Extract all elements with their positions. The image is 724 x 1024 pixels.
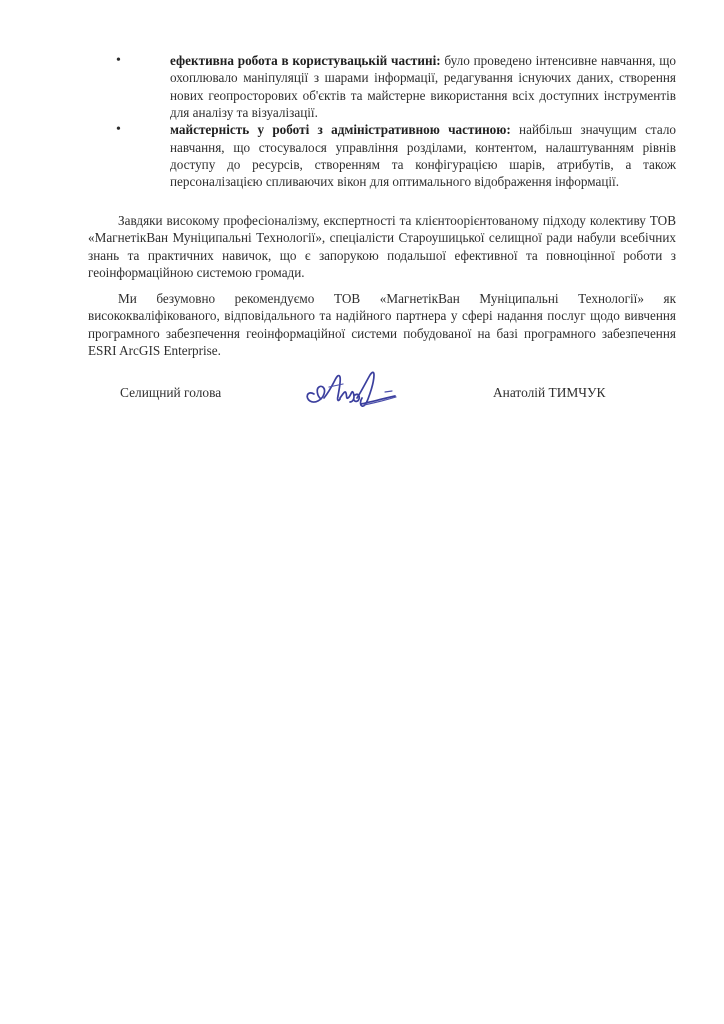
- signatory-role: Селищний голова: [120, 385, 222, 400]
- list-item-lead: ефективна робота в користувацькій частині:: [170, 53, 441, 68]
- signature-block: [88, 384, 676, 424]
- body-paragraph: Ми безумовно рекомендуємо ТОВ «МагнетікВан Муніципальні Технології» як висококваліфікованого, відповідального та надійного партнера у сфері надання послуг щодо вивчення програмного забезпечення геоінформаційної системи побудованої на базі програмного забезпечення ESRI ArcGIS Enterprise.: [88, 291, 676, 359]
- bullet-point-icon: •: [116, 53, 121, 68]
- list-item-lead: майстерність у роботі з адміністративною частиною:: [170, 122, 511, 138]
- signatory-name: Анатолій ТИМЧУК: [493, 385, 606, 400]
- list-item-text: було проведено інтенсивне навчання, що охоплювало маніпуляції з шарами інформації, редагування існуючих даних, створення нових геопросторових об'єктів та майстерне використання всіх доступних інструментів для аналізу та візуалізації.: [170, 53, 676, 121]
- list-item-text: найбільш значущим стало навчання, що стосувалося управління розділами, контентом, налаштуванням рівнів доступу до ресурсів, створенням та конфігурацією шарів, атрибутів, а також персоналізацією спливаючих вікон для оптимального відображення інформації.: [170, 122, 676, 190]
- body-paragraph: Завдяки високому професіоналізму, експертності та клієнтоорієнтованому підходу колективу ТОВ «МагнетікВан Муніципальні Технології», спеціалісти Староушицької селищної ради набули всебічних знань та практичних навичок, що є запорукою подальшої ефективної та повноцінної роботи з геоінформаційною системою громади.: [88, 213, 676, 281]
- bullet-list: [108, 52, 676, 191]
- handwritten-signature-icon: [300, 368, 412, 412]
- bullet-point-icon: •: [116, 122, 121, 138]
- list-item: [108, 121, 676, 190]
- list-item: [108, 52, 676, 121]
